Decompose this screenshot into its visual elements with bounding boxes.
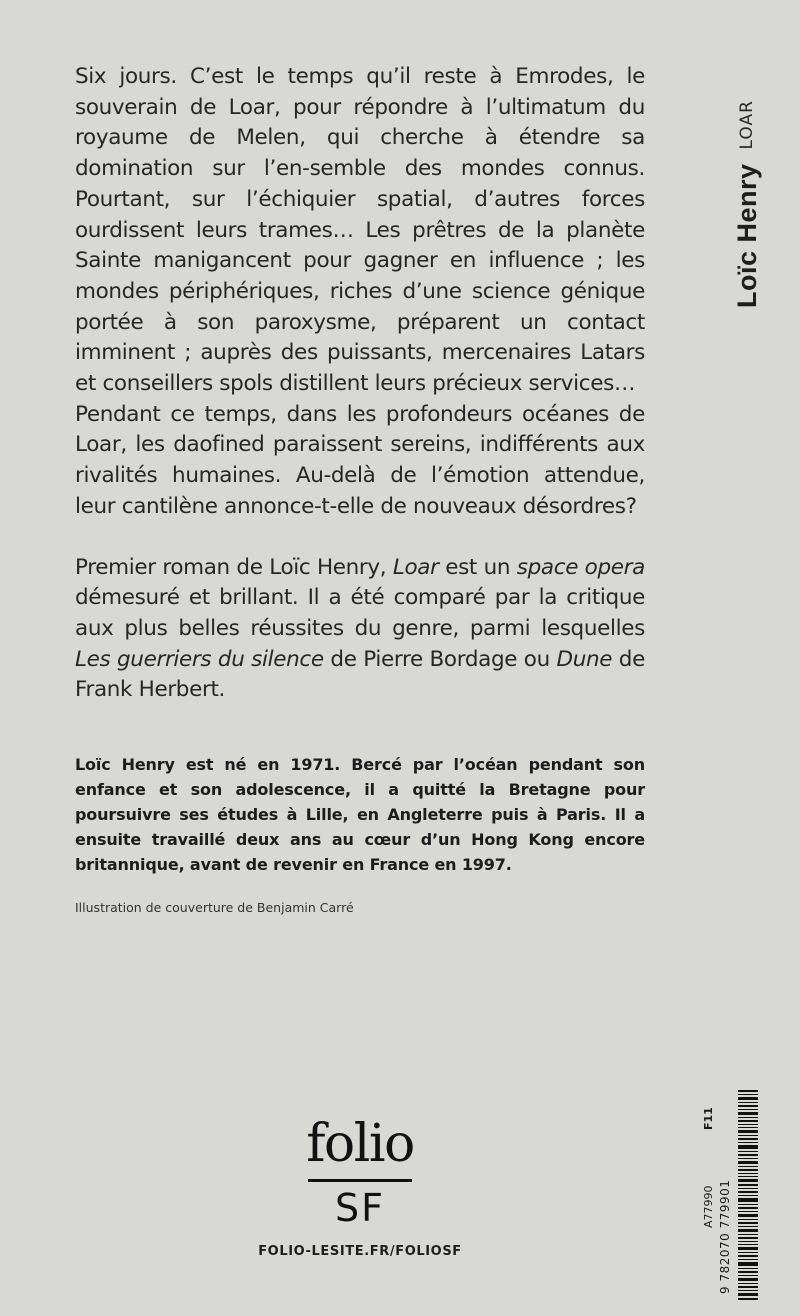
blurb-text: Premier roman de Loïc Henry, [75, 554, 393, 580]
blurb-italic-genre: space opera [516, 554, 645, 580]
barcode-isbn [718, 1090, 736, 1300]
barcode-block [700, 1090, 760, 1300]
blurb-text: de Pierre Bordage ou [323, 646, 557, 672]
folio-sf-logo [290, 1114, 430, 1230]
blurb-paragraph-2: Pendant ce temps, dans les profondeurs océanes de Loar, les daofined paraissent sereins, indifférents aux rivalités humaines. Au-delà de l’émotion attendue, leur cantilène annonce-t-elle de nouveaux désordres? [75, 401, 645, 519]
blurb-italic-reference: Dune [556, 646, 613, 672]
blurb-paragraph-3 [75, 553, 645, 707]
spine-author: Loïc Henry [731, 163, 762, 308]
blurb-italic-title: Loar [392, 554, 439, 580]
author-biography: Loïc Henry est né en 1971. Bercé par l’océan pendant son enfance et son adolescence, il a quitté la Bretagne pour poursuivre ses études à Lille, en Angleterre puis à Paris. Il a ensuite travaillé deux ans au cœur d’un Hong Kong encore britannique, avant de revenir en France en 1997. [75, 755, 645, 874]
blurb-text: est un [438, 554, 517, 580]
series-code: F11 [702, 1107, 715, 1130]
publisher-website: FOLIO-LESITE.FR/FOLIOSF [258, 1244, 462, 1259]
blurb-paragraph-1: Six jours. C’est le temps qu’il reste à Emrodes, le souverain de Loar, pour répondre à l’ultimatum du royaume de Melen, qui cherche à étendre sa domination sur l’en-semble des mondes connus. Pourtant, sur l’échiquier spatial, d’autres forces ourdissent leurs trames… Les prêtres de la planète Sainte manigancent pour gagner en influence ; les mondes périphériques, riches d’une science génique portée à son paroxysme, préparent un contact imminent ; auprès des puissants, mercenaires Latars et conseillers spols distillent leurs précieux services… [75, 64, 645, 397]
isbn-number: 9 782070 779901 [718, 1179, 732, 1294]
spine-title: LOAR [737, 100, 757, 150]
back-cover-blurb [75, 62, 645, 706]
cover-illustration-credit: Illustration de couverture de Benjamin Carré [75, 900, 354, 915]
logo-sf-text: SF [335, 1186, 385, 1230]
blurb-italic-reference: Les guerriers du silence [75, 646, 324, 672]
blurb-text: de Frank Herbert. [75, 646, 645, 703]
product-code: A77990 [702, 1185, 715, 1228]
logo-divider [308, 1179, 412, 1182]
blurb-text: démesuré et brillant. Il a été comparé par la critique aux plus belles réussites du genre, parmi lesquelles [75, 585, 645, 641]
logo-folio-text: folio [306, 1114, 414, 1174]
barcode-icon [738, 1090, 758, 1300]
spine-text [722, 68, 772, 308]
